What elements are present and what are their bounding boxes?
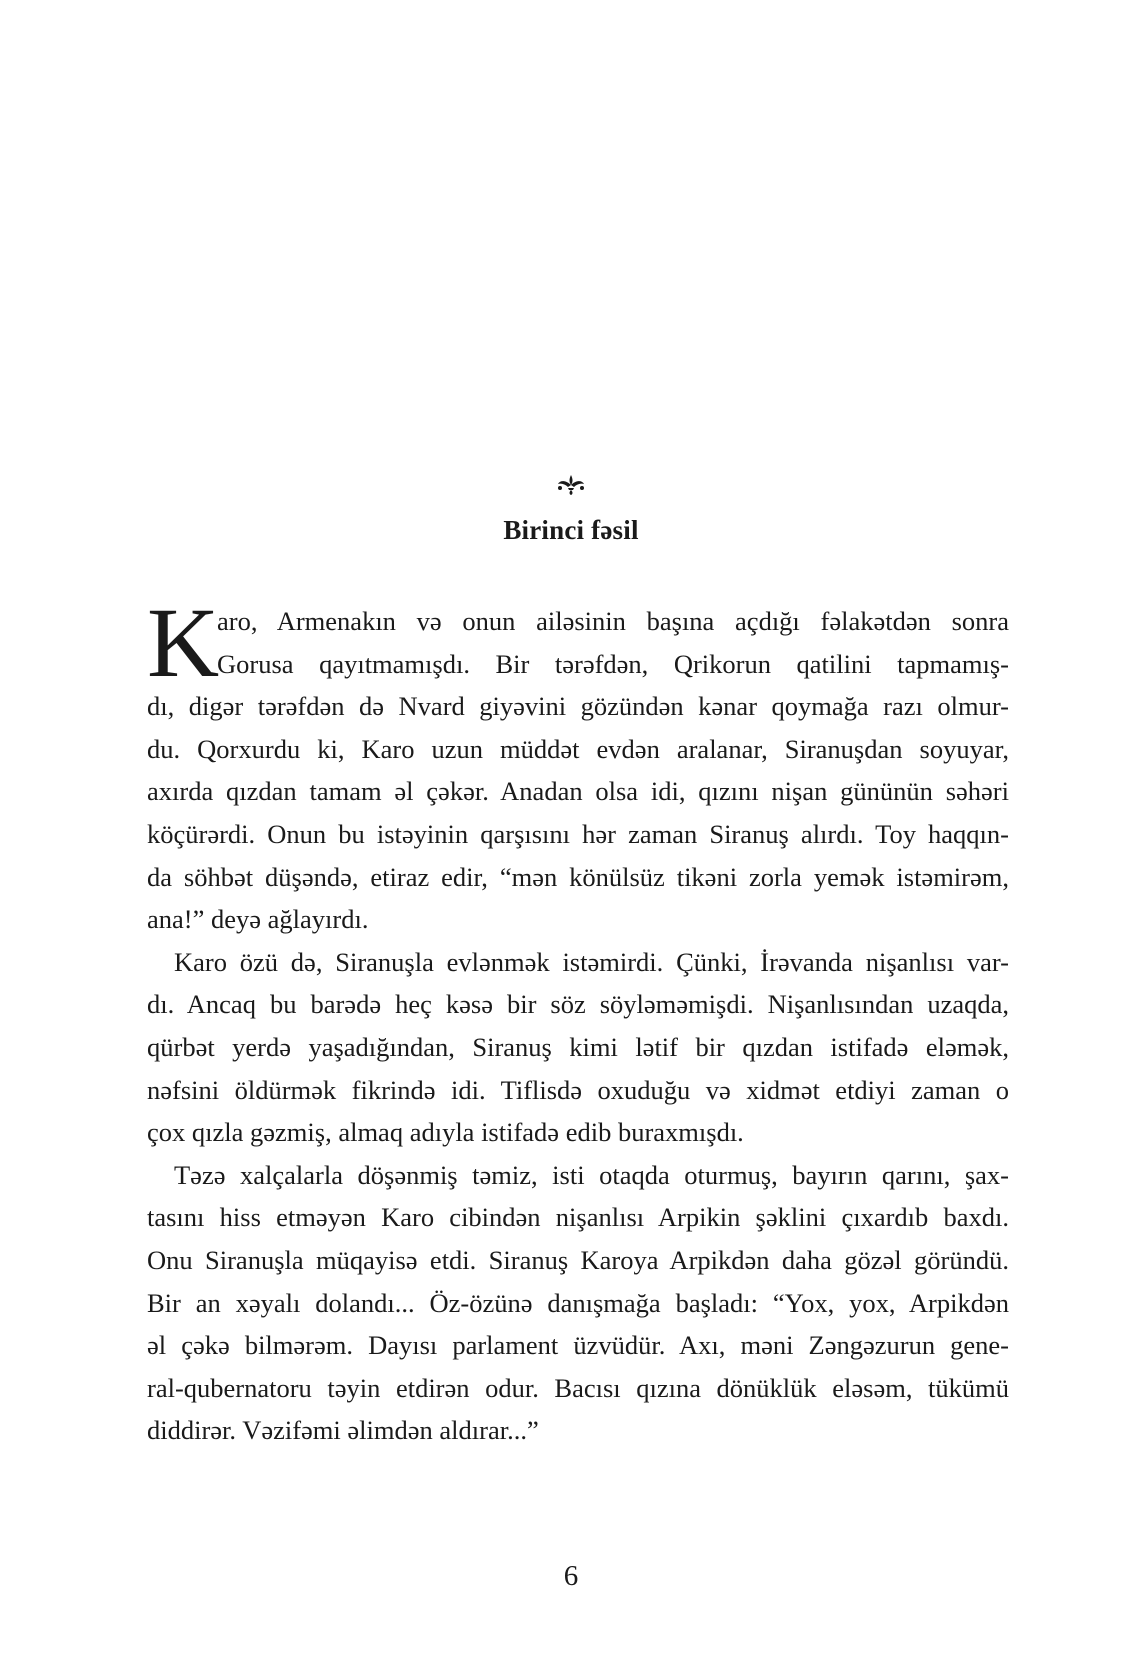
text-line: qürbət yerdə yaşadığından, Siranuş kimi lətif bir qızdan istifadə eləmək, xyxy=(147,1031,1009,1062)
drop-cap: K xyxy=(147,587,220,698)
text-line: Gorusa qayıtmamışdı. Bir tərəfdən, Qrikorun qatilini tapmamış- xyxy=(217,648,1009,679)
text-line: Təzə xalçalarla döşənmiş təmiz, isti otaqda oturmuş, bayırın qarını, şax- xyxy=(174,1159,1009,1190)
text-line: da söhbət düşəndə, etiraz edir, “mən könülsüz tikəni zorla yemək istəmirəm, xyxy=(147,861,1009,892)
fleuron-ornament-icon xyxy=(555,474,587,496)
text-line: Onu Siranuşla müqayisə etdi. Siranuş Karoya Arpikdən daha gözəl göründü. xyxy=(147,1244,1009,1275)
text-line: aro, Armenakın və onun ailəsinin başına açdığı fəlakətdən sonra xyxy=(217,606,1009,636)
text-line: ral-qubernatoru təyin etdirən odur. Bacısı qızına dönüklük eləsəm, tükümü xyxy=(147,1372,1009,1403)
text-line: Karo özü də, Siranuşla evlənmək istəmirdi. Çünki, İrəvanda nişanlısı var- xyxy=(174,946,1009,977)
text-line: tasını hiss etməyən Karo cibindən nişanlısı Arpikin şəklini çıxardıb baxdı. xyxy=(147,1202,1009,1233)
body-text xyxy=(147,587,1009,1452)
text-line: dı. Ancaq bu barədə heç kəsə bir söz söyləməmişdi. Nişanlısından uzaqda, xyxy=(147,989,1009,1020)
text-line: diddirər. Vəzifəmi əlimdən aldırar...” xyxy=(147,1415,539,1446)
paragraph-1 xyxy=(147,587,1009,941)
text-line: ana!” deyə ağlayırdı. xyxy=(147,904,369,935)
text-line: çox qızla gəzmiş, almaq adıyla istifadə edib buraxmışdı. xyxy=(147,1117,744,1148)
chapter-title: Birinci fəsil xyxy=(503,515,639,545)
text-line: dı, digər tərəfdən də Nvard giyəvini gözündən kənar qoymağa razı olmur- xyxy=(147,691,1009,722)
text-line: axırda qızdan tamam əl çəkər. Anadan olsa idi, qızını nişan gününün səhəri xyxy=(147,776,1009,807)
text-line: nəfsini öldürmək fikrində idi. Tiflisdə oxuduğu və xidmət etdiyi zaman o xyxy=(147,1074,1009,1105)
text-line: du. Qorxurdu ki, Karo uzun müddət evdən aralanar, Siranuşdan soyuyar, xyxy=(147,733,1009,764)
text-line: əl çəkə bilmərəm. Dayısı parlament üzvüdür. Axı, məni Zəngəzurun gene- xyxy=(147,1330,1009,1361)
text-line: Bir an xəyalı dolandı... Öz-özünə danışmağa başladı: “Yox, yox, Arpikdən xyxy=(147,1287,1009,1318)
chapter-ornament xyxy=(0,474,1142,500)
paragraph-3 xyxy=(147,1154,1009,1452)
paragraph-2 xyxy=(147,941,1009,1154)
text-line: köçürərdi. Onun bu istəyinin qarşısını hər zaman Siranuş alırdı. Toy haqqın- xyxy=(147,818,1009,849)
page-number: 6 xyxy=(563,1560,579,1592)
